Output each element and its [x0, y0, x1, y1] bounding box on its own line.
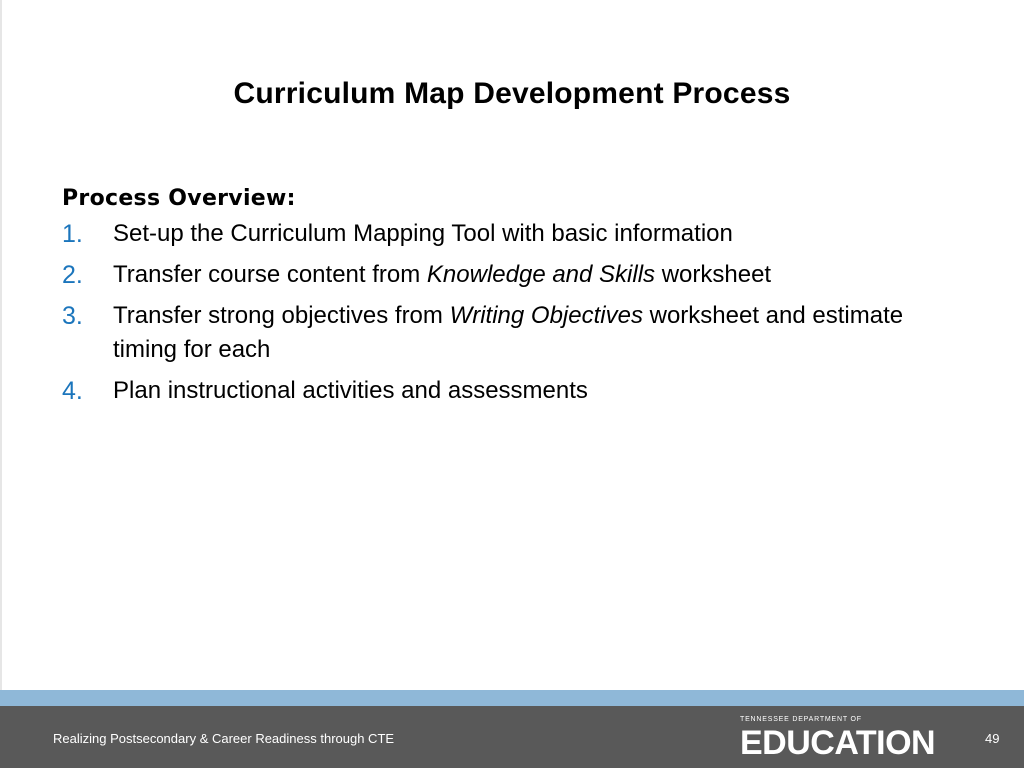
footer-bar — [0, 706, 1024, 768]
process-step-4 — [62, 374, 962, 408]
footer-accent-band — [0, 690, 1024, 706]
page-number: 49 — [985, 731, 1000, 746]
step-text: Transfer course content from — [113, 261, 427, 288]
process-step-3 — [62, 299, 962, 367]
step-text: Set-up the Curriculum Mapping Tool with basic information — [113, 220, 733, 247]
process-step-2 — [62, 258, 962, 292]
tn-education-logo — [740, 715, 970, 763]
step-italic-text: Writing Objectives — [449, 302, 643, 329]
step-number: 4. — [62, 377, 83, 405]
process-step-1 — [62, 217, 962, 251]
step-number: 1. — [62, 220, 83, 248]
process-steps-list — [62, 217, 962, 408]
step-number: 3. — [62, 302, 83, 330]
step-text: Transfer strong objectives from — [113, 302, 450, 329]
step-text-after: worksheet — [655, 261, 772, 288]
overview-heading: Process Overview: — [62, 186, 296, 211]
step-italic-text: Knowledge and Skills — [426, 261, 656, 288]
step-text: Plan instructional activities and assessments — [113, 377, 588, 404]
logo-department-text: TENNESSEE DEPARTMENT OF — [740, 716, 862, 723]
step-number: 2. — [62, 261, 83, 289]
step-text-after: worksheet and estimate timing for each — [113, 302, 904, 363]
slide-content — [62, 186, 962, 415]
footer-caption: Realizing Postsecondary & Career Readiness through CTE — [53, 731, 395, 746]
slide-title: Curriculum Map Development Process — [233, 77, 791, 110]
logo-education-text: EDUCATION — [740, 724, 936, 762]
